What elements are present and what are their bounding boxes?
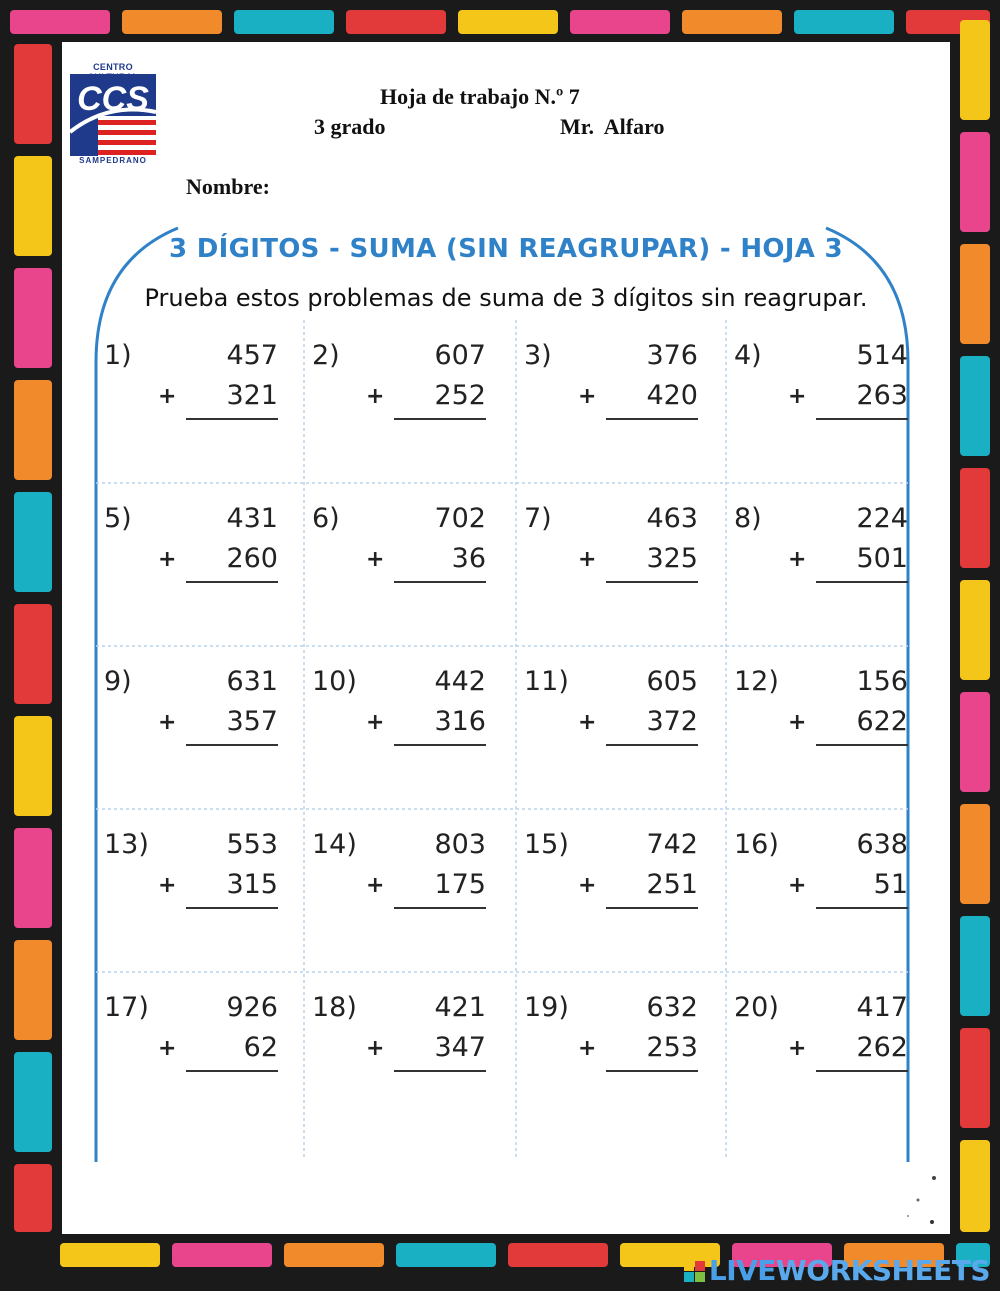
border-brick (960, 916, 990, 1016)
plus-sign: + (158, 384, 177, 409)
border-brick (960, 1028, 990, 1128)
watermark-suffix: WORKSHEETS (775, 1254, 990, 1287)
problem-bottom-addend: 321 (226, 380, 278, 411)
border-brick (14, 604, 52, 704)
answer-line (816, 581, 908, 583)
problem-label: 7) (524, 503, 552, 534)
problem-label: 17) (104, 992, 149, 1023)
problem-bottom-addend: 253 (646, 1032, 698, 1063)
border-brick (960, 132, 990, 232)
border-brick (960, 356, 990, 456)
border-brick (960, 1140, 990, 1232)
problem-top-addend: 463 (646, 503, 698, 534)
problem-bottom-addend: 51 (873, 869, 908, 900)
problem-top-addend: 156 (856, 666, 908, 697)
problem-bottom-addend: 263 (856, 380, 908, 411)
logo-letters: CCS (77, 80, 149, 118)
border-brick (960, 580, 990, 680)
border-brick (14, 492, 52, 592)
plus-sign: + (366, 873, 385, 898)
problem-top-addend: 803 (434, 829, 486, 860)
problem-16 (726, 809, 908, 972)
problem-bottom-addend: 325 (646, 543, 698, 574)
problem-label: 5) (104, 503, 132, 534)
answer-line (816, 1070, 908, 1072)
problem-top-addend: 632 (646, 992, 698, 1023)
problem-label: 8) (734, 503, 762, 534)
problem-top-addend: 431 (226, 503, 278, 534)
answer-line (606, 744, 698, 746)
problem-7 (516, 483, 726, 646)
border-brick (122, 10, 222, 34)
border-brick (14, 1164, 52, 1232)
problem-bottom-addend: 357 (226, 706, 278, 737)
school-logo (68, 62, 158, 168)
problem-label: 2) (312, 340, 340, 371)
worksheet-title: 3 DÍGITOS - SUMA (SIN REAGRUPAR) - HOJA 3 (169, 234, 843, 264)
problem-bottom-addend: 622 (856, 706, 908, 737)
problem-bottom-addend: 62 (243, 1032, 278, 1063)
answer-line (816, 418, 908, 420)
border-brick (14, 828, 52, 928)
problem-top-addend: 224 (856, 503, 908, 534)
answer-line (606, 907, 698, 909)
grade-label: 3 grado (314, 114, 386, 139)
problem-top-addend: 742 (646, 829, 698, 860)
plus-sign: + (578, 1036, 597, 1061)
answer-line (394, 581, 486, 583)
answer-line (606, 418, 698, 420)
problem-5 (96, 483, 304, 646)
problem-11 (516, 646, 726, 809)
problem-1 (96, 320, 304, 483)
scan-speckles (884, 1158, 950, 1234)
problem-bottom-addend: 251 (646, 869, 698, 900)
problem-label: 3) (524, 340, 552, 371)
name-field-label: Nombre: (186, 174, 270, 199)
problem-6 (304, 483, 516, 646)
border-brick (14, 156, 52, 256)
border-brick (14, 940, 52, 1040)
answer-line (394, 744, 486, 746)
problem-20 (726, 972, 908, 1135)
answer-line (816, 907, 908, 909)
border-brick (794, 10, 894, 34)
answer-line (394, 418, 486, 420)
problem-top-addend: 605 (646, 666, 698, 697)
teacher-label: Mr. Alfaro (560, 114, 665, 139)
problem-top-addend: 457 (226, 340, 278, 371)
worksheet-page (62, 42, 950, 1234)
plus-sign: + (158, 547, 177, 572)
border-brick (14, 380, 52, 480)
plus-sign: + (578, 547, 597, 572)
problem-top-addend: 376 (646, 340, 698, 371)
plus-sign: + (578, 710, 597, 735)
problem-9 (96, 646, 304, 809)
worksheet-instructions: Prueba estos problemas de suma de 3 dígitos sin reagrupar. (144, 284, 868, 312)
answer-line (394, 907, 486, 909)
problem-label: 1) (104, 340, 132, 371)
border-brick (60, 1243, 160, 1267)
plus-sign: + (788, 547, 807, 572)
border-brick (346, 10, 446, 34)
plus-sign: + (578, 873, 597, 898)
border-brick (10, 10, 110, 34)
problem-top-addend: 638 (856, 829, 908, 860)
problem-bottom-addend: 252 (434, 380, 486, 411)
problem-19 (516, 972, 726, 1135)
problem-bottom-addend: 501 (856, 543, 908, 574)
border-brick (960, 692, 990, 792)
border-brick (458, 10, 558, 34)
border-brick (14, 716, 52, 816)
border-brick (960, 244, 990, 344)
problem-label: 6) (312, 503, 340, 534)
problem-top-addend: 442 (434, 666, 486, 697)
liveworksheets-watermark (684, 1254, 990, 1287)
problem-label: 15) (524, 829, 569, 860)
problem-top-addend: 553 (226, 829, 278, 860)
problem-14 (304, 809, 516, 972)
plus-sign: + (366, 384, 385, 409)
border-brick (234, 10, 334, 34)
problem-bottom-addend: 175 (434, 869, 486, 900)
problem-label: 16) (734, 829, 779, 860)
plus-sign: + (158, 710, 177, 735)
border-brick (570, 10, 670, 34)
plus-sign: + (158, 873, 177, 898)
problem-top-addend: 417 (856, 992, 908, 1023)
problem-12 (726, 646, 908, 809)
plus-sign: + (158, 1036, 177, 1061)
answer-line (186, 418, 278, 420)
problem-top-addend: 514 (856, 340, 908, 371)
border-brick (960, 20, 990, 120)
problem-bottom-addend: 315 (226, 869, 278, 900)
problem-13 (96, 809, 304, 972)
answer-line (606, 1070, 698, 1072)
problem-label: 11) (524, 666, 569, 697)
problem-label: 20) (734, 992, 779, 1023)
problem-4 (726, 320, 908, 483)
problem-2 (304, 320, 516, 483)
border-brick (14, 268, 52, 368)
problem-label: 4) (734, 340, 762, 371)
plus-sign: + (788, 873, 807, 898)
border-brick (172, 1243, 272, 1267)
problem-label: 14) (312, 829, 357, 860)
plus-sign: + (788, 710, 807, 735)
problem-bottom-addend: 260 (226, 543, 278, 574)
problem-top-addend: 421 (434, 992, 486, 1023)
problem-10 (304, 646, 516, 809)
answer-line (606, 581, 698, 583)
plus-sign: + (366, 1036, 385, 1061)
plus-sign: + (788, 384, 807, 409)
plus-sign: + (578, 384, 597, 409)
plus-sign: + (366, 710, 385, 735)
problem-18 (304, 972, 516, 1135)
liveworksheets-logo-icon (684, 1261, 706, 1283)
problem-label: 18) (312, 992, 357, 1023)
problem-label: 13) (104, 829, 149, 860)
border-brick (284, 1243, 384, 1267)
answer-line (186, 907, 278, 909)
border-brick (396, 1243, 496, 1267)
problem-top-addend: 926 (226, 992, 278, 1023)
border-brick (508, 1243, 608, 1267)
problem-bottom-addend: 347 (434, 1032, 486, 1063)
worksheet-number-title: Hoja de trabajo N.º 7 (380, 84, 580, 109)
problem-15 (516, 809, 726, 972)
problem-bottom-addend: 316 (434, 706, 486, 737)
border-brick (960, 804, 990, 904)
logo-bottom-text: SAMPEDRANO (79, 156, 147, 165)
problem-top-addend: 702 (434, 503, 486, 534)
problem-top-addend: 607 (434, 340, 486, 371)
logo-top-text: CENTRO (93, 62, 133, 72)
answer-line (186, 1070, 278, 1072)
problem-bottom-addend: 372 (646, 706, 698, 737)
answer-line (394, 1070, 486, 1072)
problem-8 (726, 483, 908, 646)
problem-17 (96, 972, 304, 1135)
problem-bottom-addend: 420 (646, 380, 698, 411)
plus-sign: + (788, 1036, 807, 1061)
problem-top-addend: 631 (226, 666, 278, 697)
problem-label: 12) (734, 666, 779, 697)
border-brick (14, 1052, 52, 1152)
logo-emblem-icon (68, 72, 158, 158)
problem-grid (96, 320, 908, 1160)
border-brick (960, 468, 990, 568)
problem-bottom-addend: 262 (856, 1032, 908, 1063)
problem-label: 19) (524, 992, 569, 1023)
border-brick (682, 10, 782, 34)
problem-label: 10) (312, 666, 357, 697)
answer-line (186, 581, 278, 583)
problem-3 (516, 320, 726, 483)
plus-sign: + (366, 547, 385, 572)
border-brick (14, 44, 52, 144)
answer-line (816, 744, 908, 746)
problem-bottom-addend: 36 (451, 543, 486, 574)
answer-line (186, 744, 278, 746)
problem-label: 9) (104, 666, 132, 697)
watermark-prefix: LIVE (708, 1254, 776, 1287)
